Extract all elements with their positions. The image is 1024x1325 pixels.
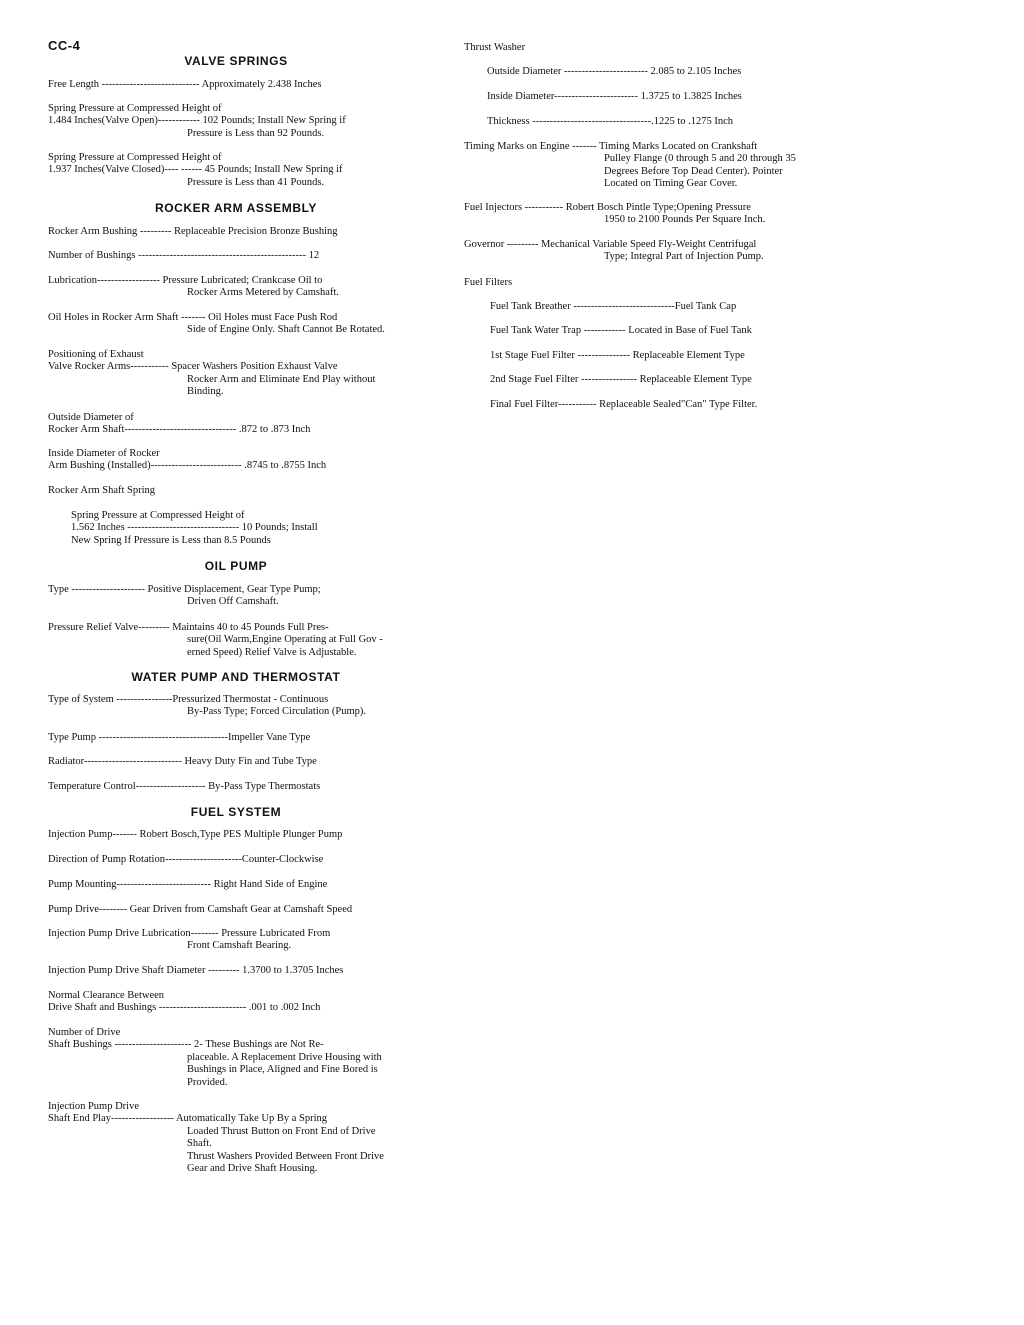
spec-line: Valve Rocker Arms----------- Spacer Washers Position Exhaust Valve <box>48 361 338 373</box>
spec-line: Injection Pump Drive Lubrication-------- Pressure Lubricated From <box>48 928 331 939</box>
thrust-washer-label: Thrust Washer <box>464 42 526 53</box>
valve-open-pressure-spec <box>48 103 424 140</box>
spec-line: Normal Clearance Between <box>48 990 165 1001</box>
exhaust-positioning-spec <box>48 349 424 399</box>
spec-line: Bushings in Place, Aligned and Fine Bored is <box>187 1064 378 1076</box>
shaft-spring-spec <box>48 510 447 547</box>
fuel-system-heading: FUEL SYSTEM <box>190 805 282 819</box>
spec-line: Type; Integral Part of Injection Pump. <box>604 251 764 263</box>
drive-lubrication-spec <box>48 928 424 953</box>
spec-line: Located on Timing Gear Cover. <box>604 178 738 190</box>
spec-line: Shaft Bushings ---------------------- 2- These Bushings are Not Re- <box>48 1039 324 1051</box>
water-pump-heading: WATER PUMP AND THERMOSTAT <box>131 670 341 684</box>
bushing-id-spec <box>48 448 424 473</box>
radiator-spec: Radiator---------------------------- Heavy Duty Fin and Tube Type <box>48 756 317 767</box>
pump-type-spec: Type Pump -------------------------------------Impeller Vane Type <box>48 732 311 743</box>
fuel-water-trap-spec: Fuel Tank Water Trap ------------ Located in Base of Fuel Tank <box>490 325 752 336</box>
valve-closed-pressure-spec <box>48 152 424 189</box>
spec-line: Timing Marks on Engine ------- Timing Marks Located on Crankshaft <box>464 141 758 152</box>
spec-line: Side of Engine Only. Shaft Cannot Be Rotated. <box>187 324 385 336</box>
oil-holes-spec <box>48 312 424 337</box>
spec-line: New Spring If Pressure is Less than 8.5 Pounds <box>71 534 271 546</box>
spec-line: Positioning of Exhaust <box>48 349 144 360</box>
drive-shaft-diameter-spec: Injection Pump Drive Shaft Diameter --------- 1.3700 to 1.3705 Inches <box>48 965 344 976</box>
rocker-bushing-spec: Rocker Arm Bushing --------- Replaceable Precision Bronze Bushing <box>48 226 338 237</box>
spec-line: Pulley Flange (0 through 5 and 20 through 35 <box>604 153 796 165</box>
spec-line: Gear and Drive Shaft Housing. <box>187 1163 318 1175</box>
spec-line: Binding. <box>187 386 224 398</box>
second-stage-filter-spec: 2nd Stage Fuel Filter ---------------- Replaceable Element Type <box>490 374 752 385</box>
shaft-end-play-spec <box>48 1101 424 1175</box>
fuel-filters-label: Fuel Filters <box>464 277 513 288</box>
governor-spec <box>464 239 844 264</box>
final-fuel-filter-spec: Final Fuel Filter----------- Replaceable Sealed"Can" Type Filter. <box>490 399 758 410</box>
pump-drive-spec: Pump Drive-------- Gear Driven from Camshaft Gear at Camshaft Speed <box>48 904 353 915</box>
spec-line: Pressure is Less than 92 Pounds. <box>187 127 325 139</box>
spec-line: 1.937 Inches(Valve Closed)---- ------ 45 Pounds; Install New Spring if <box>48 164 343 176</box>
spec-line: Driven Off Camshaft. <box>187 596 279 608</box>
spec-line: 1950 to 2100 Pounds Per Square Inch. <box>604 214 766 226</box>
pump-mounting-spec: Pump Mounting--------------------------- Right Hand Side of Engine <box>48 879 328 890</box>
spec-line: Loaded Thrust Button on Front End of Drive <box>187 1125 376 1137</box>
relief-valve-spec <box>48 622 424 659</box>
spec-line: placeable. A Replacement Drive Housing with <box>187 1051 382 1063</box>
spec-line: Arm Bushing (Installed)-------------------------- .8745 to .8755 Inch <box>48 460 327 472</box>
shaft-od-spec <box>48 412 424 437</box>
oil-pump-type-spec <box>48 584 424 609</box>
shaft-clearance-spec <box>48 990 424 1015</box>
first-stage-filter-spec: 1st Stage Fuel Filter --------------- Replaceable Element Type <box>490 350 745 361</box>
oil-pump-heading: OIL PUMP <box>204 559 268 573</box>
spec-line: Rocker Arm and Eliminate End Play without <box>187 373 376 385</box>
timing-marks-spec <box>464 141 844 191</box>
spec-line: By-Pass Type; Forced Circulation (Pump). <box>187 706 367 718</box>
drive-bushings-spec <box>48 1027 424 1089</box>
spec-line: Fuel Injectors ----------- Robert Bosch Pintle Type;Opening Pressure <box>464 202 751 213</box>
spec-line: Front Camshaft Bearing. <box>187 940 292 952</box>
temp-control-spec: Temperature Control-------------------- By-Pass Type Thermostats <box>48 781 321 792</box>
page-number: CC-4 <box>48 38 81 53</box>
spec-line: Degrees Before Top Dead Center). Pointer <box>604 165 783 177</box>
free-length-spec: Free Length ---------------------------- Approximately 2.438 Inches <box>48 79 322 90</box>
thrust-washer-od-spec: Outside Diameter ------------------------ 2.085 to 2.105 Inches <box>487 66 742 77</box>
spec-line: Inside Diameter of Rocker <box>48 448 160 459</box>
spec-line: Lubrication------------------ Pressure Lubricated; Crankcase Oil to <box>48 275 323 286</box>
spec-line: Governor --------- Mechanical Variable Speed Fly-Weight Centrifugal <box>464 239 757 250</box>
fuel-injectors-spec <box>464 202 844 227</box>
spec-line: Rocker Arms Metered by Camshaft. <box>187 287 339 299</box>
spec-line: Provided. <box>187 1076 228 1088</box>
spec-line: Spring Pressure at Compressed Height of <box>48 152 222 163</box>
spec-line: Type --------------------- Positive Displacement, Gear Type Pump; <box>48 584 321 595</box>
fuel-tank-breather-spec: Fuel Tank Breather -----------------------------Fuel Tank Cap <box>490 301 737 312</box>
spec-line: Spring Pressure at Compressed Height of <box>48 103 222 114</box>
spec-line: Outside Diameter of <box>48 412 134 423</box>
spec-line: Drive Shaft and Bushings ------------------------- .001 to .002 Inch <box>48 1002 321 1014</box>
spec-line: erned Speed) Relief Valve is Adjustable. <box>187 646 357 658</box>
spec-line: Injection Pump Drive <box>48 1101 139 1112</box>
spec-line: Spring Pressure at Compressed Height of <box>71 510 245 521</box>
rocker-arm-heading: ROCKER ARM ASSEMBLY <box>154 201 318 215</box>
injection-pump-spec: Injection Pump------- Robert Bosch,Type PES Multiple Plunger Pump <box>48 829 343 840</box>
valve-springs-heading: VALVE SPRINGS <box>184 54 288 68</box>
spec-line: Shaft. <box>187 1138 212 1150</box>
spec-line: Thrust Washers Provided Between Front Drive <box>187 1150 384 1162</box>
lubrication-spec <box>48 275 424 300</box>
thrust-washer-thickness-spec: Thickness ----------------------------------.1225 to .1275 Inch <box>487 116 734 127</box>
spec-line: Pressure is Less than 41 Pounds. <box>187 176 325 188</box>
system-type-spec <box>48 694 424 719</box>
bushing-count-spec: Number of Bushings ------------------------------------------------ 12 <box>48 250 320 261</box>
shaft-spring-label: Rocker Arm Shaft Spring <box>48 485 156 496</box>
pump-rotation-spec: Direction of Pump Rotation----------------------Counter-Clockwise <box>48 854 324 865</box>
spec-line: Shaft End Play------------------ Automatically Take Up By a Spring <box>48 1113 327 1125</box>
thrust-washer-id-spec: Inside Diameter------------------------ 1.3725 to 1.3825 Inches <box>487 91 742 102</box>
spec-line: Type of System ----------------Pressurized Thermostat - Continuous <box>48 694 329 705</box>
spec-line: 1.484 Inches(Valve Open)------------ 102 Pounds; Install New Spring if <box>48 115 346 127</box>
spec-line: Number of Drive <box>48 1027 121 1038</box>
spec-line: 1.562 Inches -------------------------------- 10 Pounds; Install <box>71 522 318 534</box>
spec-line: sure(Oil Warm,Engine Operating at Full Gov - <box>187 634 383 646</box>
spec-line: Rocker Arm Shaft-------------------------------- .872 to .873 Inch <box>48 424 311 436</box>
spec-line: Oil Holes in Rocker Arm Shaft ------- Oil Holes must Face Push Rod <box>48 312 338 323</box>
spec-line: Pressure Relief Valve--------- Maintains 40 to 45 Pounds Full Pres- <box>48 622 329 633</box>
